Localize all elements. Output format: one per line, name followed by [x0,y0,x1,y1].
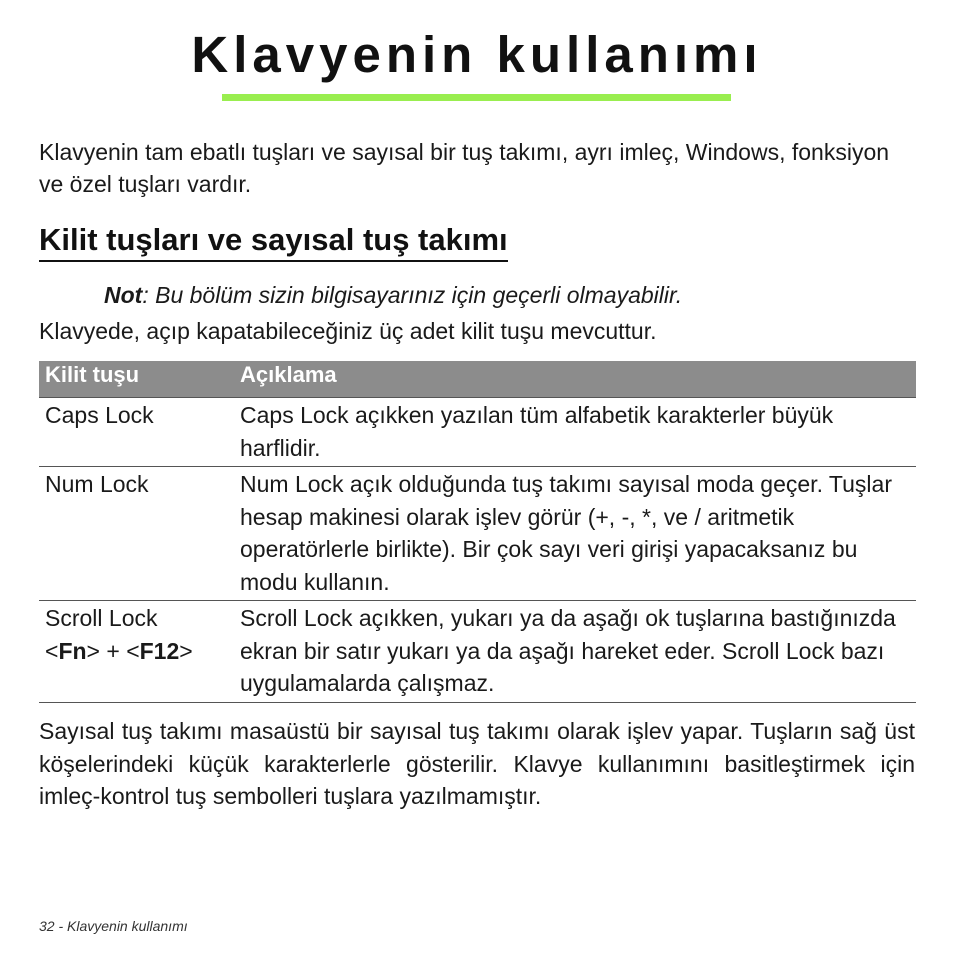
key-combo [45,638,193,664]
key-cell: Num Lock [39,467,234,601]
title-underline [222,94,731,101]
intro-paragraph: Klavyenin tam ebatlı tuşları ve sayısal bir tuş takımı, ayrı imleç, Windows, fonksiyon ve özel tuşları vardır. [39,139,890,197]
body-paragraph: Sayısal tuş takımı masaüstü bir sayısal tuş takımı olarak işlev yapar. Tuşların sağ üst köşelerindeki küçük karakterlerle gösterilir. Klavye kullanımını basitleştirmek için imleç-kontrol tuş sembolleri tuşlara yazılmamıştır. [39,718,915,809]
combo-plus: > + < [86,637,140,664]
combo-bracket: > [179,637,193,664]
table-header-row [39,361,916,398]
column-header-description: Açıklama [234,361,916,398]
table-row [39,467,916,601]
key-name: Scroll Lock [45,605,158,631]
page-title: Klavyenin kullanımı [191,26,763,83]
fn-key-label: Fn [58,637,87,664]
lead-paragraph: Klavyede, açıp kapatabileceğiniz üç adet kilit tuşu mevcuttur. [39,318,657,344]
f12-key-label: F12 [139,637,180,664]
note [104,279,682,311]
lock-keys-table [39,361,916,703]
page-footer: 32 - Klavyenin kullanımı [39,918,188,934]
table-row [39,601,916,703]
key-cell: Caps Lock [39,398,234,467]
combo-bracket: < [45,637,59,664]
description-cell: Num Lock açık olduğunda tuş takımı sayısal moda geçer. Tuşlar hesap makinesi olarak işlev görür (+, -, *, ve / aritmetik operatörlerle birlikte). Bir çok sayı veri girişi yapacaksanız bu modu kullanın. [234,467,916,601]
column-header-key: Kilit tuşu [39,361,234,398]
key-cell [39,601,234,703]
table-row [39,398,916,467]
description-cell: Scroll Lock açıkken, yukarı ya da aşağı ok tuşlarına bastığınızda ekran bir satır yukarı ya da aşağı hareket eder. Scroll Lock bazı uygulamalarda çalışmaz. [234,601,916,703]
description-cell: Caps Lock açıkken yazılan tüm alfabetik karakterler büyük harflidir. [234,398,916,467]
note-text: : Bu bölüm sizin bilgisayarınız için geçerli olmayabilir. [142,282,683,308]
note-label: Not [104,282,143,308]
section-heading: Kilit tuşları ve sayısal tuş takımı [39,220,508,262]
